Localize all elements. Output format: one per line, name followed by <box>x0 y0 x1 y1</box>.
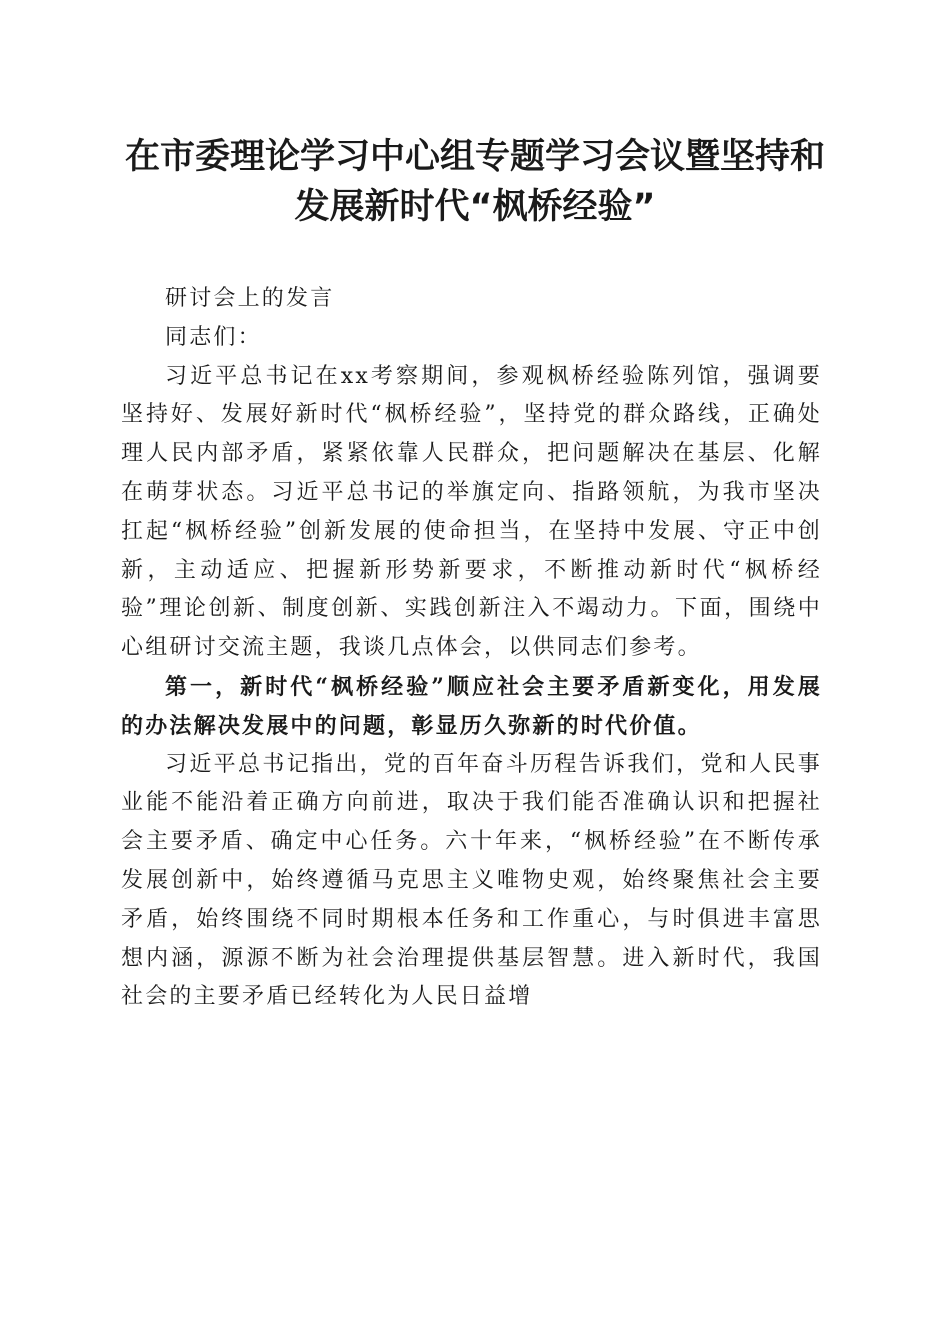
document-title <box>110 132 840 232</box>
section-heading-1: 第一，新时代“枫桥经验”顺应社会主要矛盾新变化，用发展的办法解决发展中的问题，彰显历久弥新的时代价值。 <box>121 673 822 739</box>
title-line-1: 在市委理论学习中心组专题学习会议暨坚持和 <box>124 137 825 177</box>
document-body <box>121 280 822 1017</box>
title-line-2: 发展新时代“枫桥经验” <box>294 187 656 227</box>
paragraph-intro: 习近平总书记在xx考察期间，参观枫桥经验陈列馆，强调要坚持好、发展好新时代“枫桥经验”，坚持党的群众路线，正确处理人民内部矛盾，紧紧依靠人民群众，把问题解决在基层、化解在萌芽状态。习近平总书记的举旗定向、指路领航，为我市坚决扛起“枫桥经验”创新发展的使命担当，在坚持中发展、守正中创新，主动适应、把握新形势新要求，不断推动新时代“枫桥经验”理论创新、制度创新、实践创新注入不竭动力。下面，围绕中心组研讨交流主题，我谈几点体会，以供同志们参考。 <box>121 363 822 661</box>
paragraph-section-1: 习近平总书记指出，党的百年奋斗历程告诉我们，党和人民事业能不能沿着正确方向前进，取决于我们能否准确认识和把握社会主要矛盾、确定中心任务。六十年来，“枫桥经验”在不断传承发展创新中，始终遵循马克思主义唯物史观，始终聚焦社会主要矛盾，始终围绕不同时期根本任务和工作重心，与时俱进丰富思想内涵，源源不断为社会治理提供基层智慧。进入新时代，我国社会的主要矛盾已经转化为人民日益增 <box>121 751 822 1010</box>
subtitle: 研讨会上的发言 <box>165 286 335 311</box>
salutation: 同志们： <box>165 324 262 350</box>
